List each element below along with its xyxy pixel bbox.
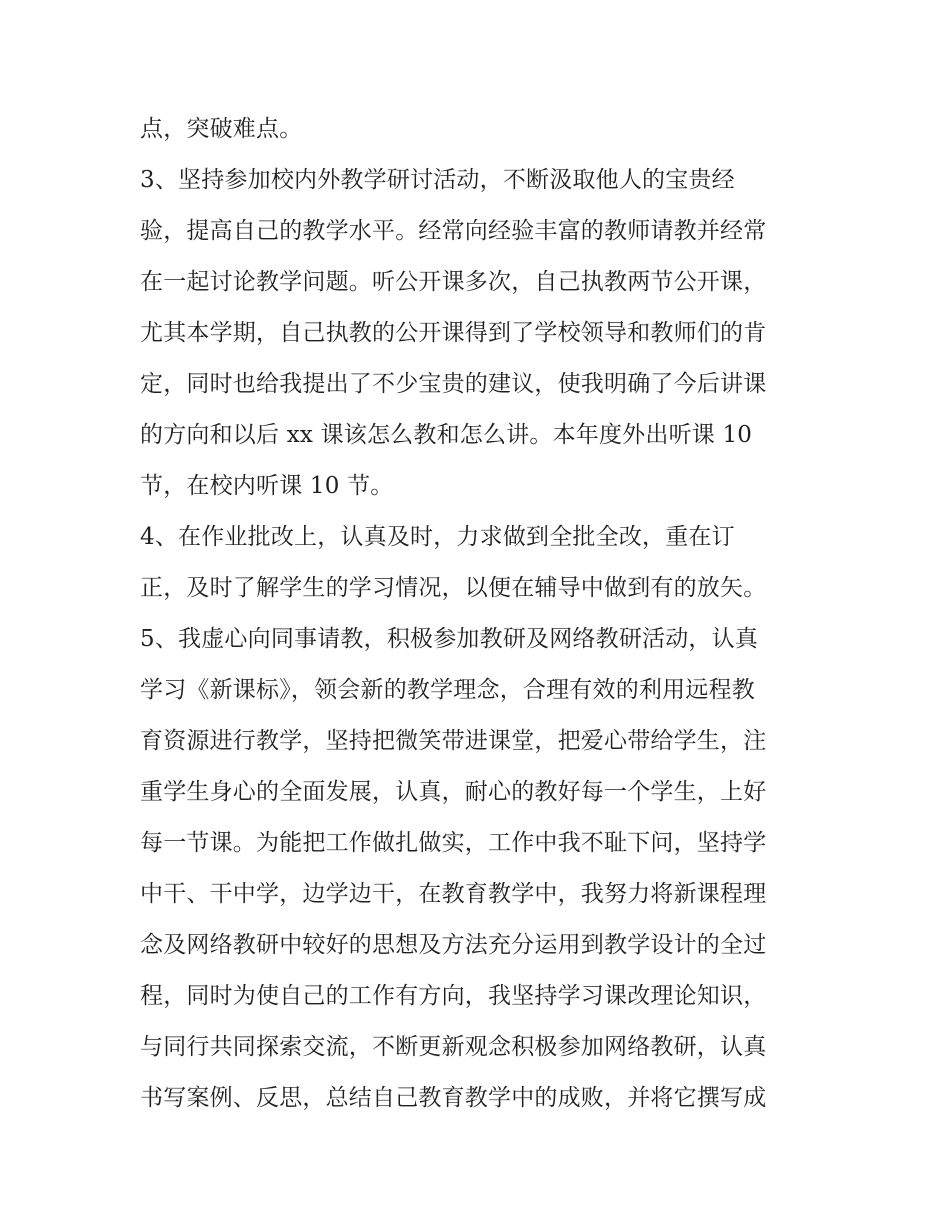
text-line: 的方向和以后 xx 课该怎么教和怎么讲。本年度外出听课 10 (140, 422, 753, 448)
text-line: 5、我虚心向同事请教，积极参加教研及网络教研活动，认真 (140, 626, 759, 652)
text-line: 与同行共同探索交流，不断更新观念积极参加网络教研，认真 (140, 1034, 767, 1060)
text-line: 4、在作业批改上，认真及时，力求做到全批全改，重在订 (140, 524, 735, 550)
text-line: 中干、干中学，边学边干，在教育教学中，我努力将新课程理 (140, 881, 767, 907)
body-text (140, 104, 830, 1124)
text-line: 念及网络教研中较好的思想及方法充分运用到教学设计的全过 (140, 932, 767, 958)
text-line: 在一起讨论教学问题。听公开课多次，自己执教两节公开课， (140, 269, 767, 295)
text-line: 3、坚持参加校内外教学研讨活动，不断汲取他人的宝贵经 (140, 167, 735, 193)
text-line: 程，同时为使自己的工作有方向，我坚持学习课改理论知识， (140, 983, 767, 1009)
text-line: 学习《新课标》，领会新的教学理念，合理有效的利用远程教 (140, 677, 755, 703)
text-line: 尤其本学期，自己执教的公开课得到了学校领导和教师们的肯 (140, 320, 767, 346)
text-line: 定，同时也给我提出了不少宝贵的建议，使我明确了今后讲课 (140, 371, 767, 397)
text-line: 点，突破难点。 (140, 116, 303, 142)
text-line: 育资源进行教学，坚持把微笑带进课堂，把爱心带给学生，注 (140, 728, 767, 754)
text-line: 正，及时了解学生的学习情况，以便在辅导中做到有的放矢。 (140, 575, 767, 601)
text-line: 重学生身心的全面发展，认真，耐心的教好每一个学生，上好 (140, 779, 767, 805)
text-line: 验，提高自己的教学水平。经常向经验丰富的教师请教并经常 (140, 218, 767, 244)
text-line: 书写案例、反思，总结自己教育教学中的成败，并将它撰写成 (140, 1085, 767, 1111)
text-line: 每一节课。为能把工作做扎做实，工作中我不耻下问，坚持学 (140, 830, 767, 856)
text-line: 节，在校内听课 10 节。 (140, 473, 394, 499)
